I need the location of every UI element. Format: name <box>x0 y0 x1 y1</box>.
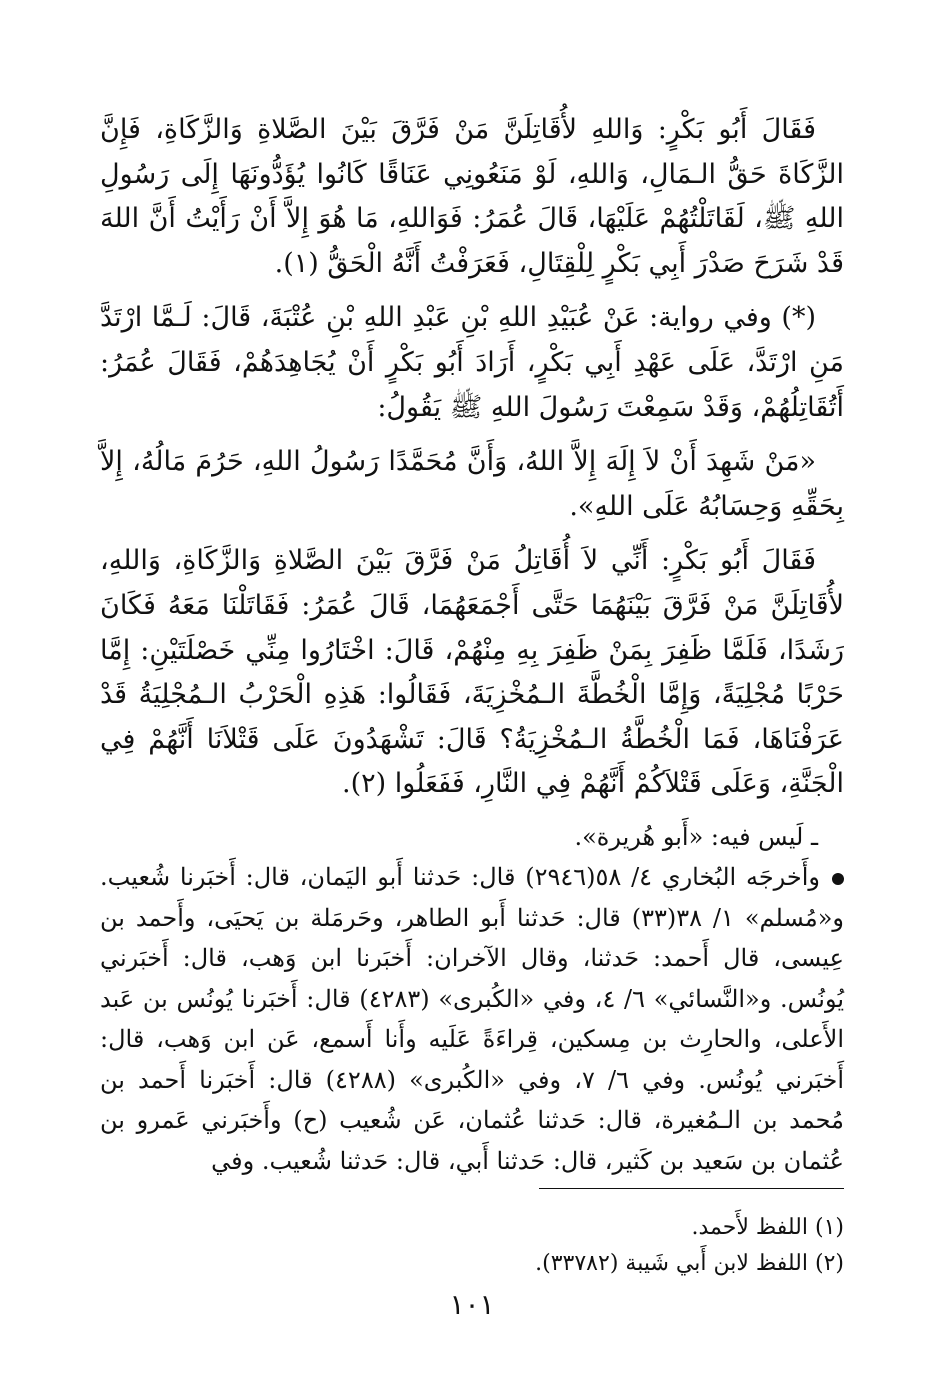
paragraph-riwaya: (*) وفي رواية: عَنْ عُبَيْدِ اللهِ بْنِ عَبْدِ اللهِ بْنِ عُتْبَةَ، قَالَ: لَـمَّا ارْتَدَّ مَنِ ارْتَدَّ، عَلَى عَهْدِ أَبِي بَكْرٍ، أَرَادَ أَبُو بَكْرٍ أَنْ يُجَاهِدَهُمْ، فَقَالَ عُمَرُ: أَتُقَاتِلُهُمْ، وَقَدْ سَمِعْتَ رَسُولَ اللهِ ﷺ يَقُولُ: <box>100 302 844 423</box>
paragraph-abu-bakr-fight: فَقَالَ أَبُو بَكْرٍ: أَنِّي لاَ أُقَاتِلُ مَنْ فَرَّقَ بَيْنَ الصَّلاةِ وَالزَّكَاةِ، وَاللهِ، لأُقَاتِلَنَّ مَنْ فَرَّقَ بَيْنَهُمَا حَتَّى أَجْمَعَهُمَا، قَالَ عُمَرُ: فَقَاتَلْنَا مَعَهُ فَكَانَ رَشَدًا، فَلَمَّا ظَفِرَ بِمَنْ ظَفِرَ بِهِ مِنْهُمْ، قَالَ: اخْتَارُوا مِنِّي خَصْلَتَيْنِ: إِمَّا حَرْبًا مُجْلِيَةً، وَإِمَّا الْخُطَّةَ الـمُخْزِيَةَ، فَقَالُوا: هَذِهِ الْحَرْبُ الـمُجْلِيَةُ قَدْ عَرَفْنَاهَا، فَمَا الْخُطَّةُ الـمُخْزِيَةُ؟ قَالَ: تَشْهَدُونَ عَلَى قَتْلاَنَا أَنَّهُمْ فِي الْجَنَّةِ، وَعَلَى قَتْلاَكُمْ أَنَّهُمْ فِي النَّارِ، فَفَعَلُوا (٢). <box>100 545 844 800</box>
paragraph-abu-bakr-reply: فَقَالَ أَبُو بَكْرٍ: وَاللهِ لأُقَاتِلَنَّ مَنْ فَرَّقَ بَيْنَ الصَّلاةِ وَالزَّكَاةِ، فَإِنَّ الزَّكَاةَ حَقُّ الـمَالِ، وَاللهِ، لَوْ مَنَعُونِي عَنَاقًا كَانُوا يُؤَدُّونَهَا إِلَى رَسُولِ اللهِ ﷺ، لَقَاتَلْتُهُمْ عَلَيْهَا، قَالَ عُمَرُ: فَوَاللهِ، مَا هُوَ إِلاَّ أَنْ رَأَيْتُ أَنَّ اللهَ قَدْ شَرَحَ صَدْرَ أَبِي بَكْرٍ لِلْقِتَالِ، فَعَرَفْتُ أَنَّهُ الْحَقُّ (١). <box>100 114 844 279</box>
takhrij-section <box>100 817 844 1182</box>
takhrij-references-text: وأَخرجَه البُخاري ٤/ ٥٨(٢٩٤٦) قال: حَدثنا أَبو اليَمان، قال: أَخبَرنا شُعيب. و«مُسلم» ١/ ٣٨(٣٣) قال: حَدثنا أَبو الطاهر، وحَرمَلة بن يَحيَى، وأَحمد بن عِيسى، قال أَحمد: حَدثنا، وقال الآخران: أَخبَرنا ابن وَهب، قال: أَخبَرني يُونُس. و«النَّسائي» ٦/ ٤، وفي «الكُبرى» (٤٢٨٣) قال: أَخبَرنا يُونُس بن عَبد الأَعلى، والحارِث بن مِسكين، قِراءَةً عَلَيه وأَنا أَسمع، عَن ابن وَهب، قال: أَخبَرني يُونُس. وفي ٦/ ٧، وفي «الكُبرى» (٤٢٨٨) قال: أَخبَرنا أَحمد بن مُحمد بن الـمُغيرة، قال: حَدثنا عُثمان، عَن شُعيب (ح) وأَخبَرني عَمرو بن عُثمان بن سَعيد بن كَثير، قال: حَدثنا أَبي، قال: حَدثنا شُعيب. وفي <box>100 863 845 1175</box>
page-number: ١٠١ <box>449 1288 495 1321</box>
takhrij-note: ـ لَيس فيه: «أَبو هُريرة». <box>574 822 818 851</box>
footnotes <box>100 1210 844 1282</box>
footnote-1: (١) اللفظ لأَحمد. <box>691 1215 844 1240</box>
bullet-icon <box>832 873 844 885</box>
takhrij-references <box>100 857 844 1181</box>
book-page <box>100 108 844 1338</box>
paragraph-hadith-quote: «مَنْ شَهِدَ أَنْ لاَ إِلَهَ إِلاَّ اللهُ، وَأَنَّ مُحَمَّدًا رَسُولُ اللهِ، حَرُمَ مَالُهُ، إِلاَّ بِحَقِّهِ وَحِسَابُهُ عَلَى اللهِ». <box>100 446 844 522</box>
footnote-divider <box>539 1188 844 1189</box>
footnote-2: (٢) اللفظ لابن أَبي شَيبة (٣٣٧٨٢). <box>535 1251 844 1276</box>
main-text <box>100 108 844 807</box>
